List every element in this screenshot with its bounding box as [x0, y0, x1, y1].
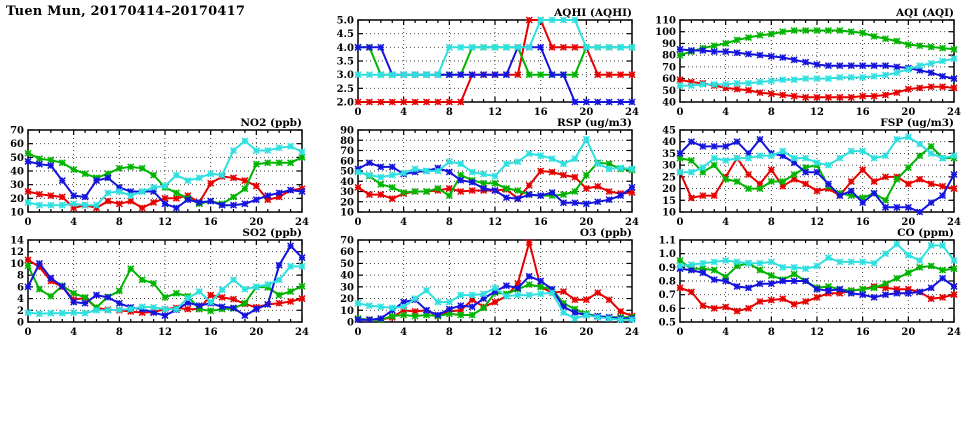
svg-text:80: 80: [662, 50, 676, 62]
svg-text:12: 12: [488, 327, 502, 338]
svg-text:70: 70: [340, 235, 354, 247]
svg-text:16: 16: [203, 217, 218, 228]
svg-text:20: 20: [901, 217, 916, 228]
svg-text:40: 40: [340, 270, 354, 282]
svg-text:4.0: 4.0: [336, 42, 354, 54]
svg-text:40: 40: [340, 176, 354, 188]
svg-text:20: 20: [901, 327, 916, 338]
svg-text:4: 4: [17, 294, 24, 306]
svg-text:10: 10: [340, 207, 354, 219]
svg-text:O3 (ppb): O3 (ppb): [579, 227, 632, 239]
svg-text:90: 90: [340, 125, 354, 137]
svg-text:24: 24: [947, 107, 961, 118]
chart-fsp: [652, 116, 975, 231]
chart-o3: [330, 226, 660, 341]
svg-text:4: 4: [722, 217, 730, 228]
page-title: Tuen Mun, 20170414–20170417: [6, 4, 246, 19]
svg-text:24: 24: [947, 327, 961, 338]
svg-text:24: 24: [625, 107, 639, 118]
svg-text:16: 16: [855, 217, 870, 228]
svg-text:8: 8: [445, 107, 453, 118]
svg-text:16: 16: [203, 327, 218, 338]
svg-text:RSP (ug/m3): RSP (ug/m3): [556, 117, 632, 129]
svg-text:60: 60: [340, 247, 354, 259]
svg-text:3.5: 3.5: [336, 56, 354, 68]
svg-text:15: 15: [662, 195, 676, 207]
svg-text:12: 12: [810, 217, 824, 228]
svg-text:35: 35: [662, 148, 676, 160]
svg-text:4: 4: [400, 217, 408, 228]
svg-text:8: 8: [445, 217, 453, 228]
svg-text:20: 20: [662, 184, 676, 196]
svg-text:20: 20: [249, 217, 264, 228]
svg-text:0.8: 0.8: [658, 276, 676, 288]
svg-text:16: 16: [855, 107, 870, 118]
svg-text:10: 10: [10, 258, 24, 270]
svg-text:0: 0: [347, 317, 354, 329]
svg-text:10: 10: [662, 207, 676, 219]
svg-text:8: 8: [115, 217, 123, 228]
svg-text:60: 60: [340, 156, 354, 168]
svg-text:0.5: 0.5: [658, 317, 676, 329]
svg-text:0.9: 0.9: [658, 262, 676, 274]
chart-canvas: [652, 226, 975, 341]
svg-text:24: 24: [295, 327, 309, 338]
svg-text:AQHI (AQHI): AQHI (AQHI): [554, 7, 632, 19]
svg-text:50: 50: [662, 85, 676, 97]
svg-text:4: 4: [400, 107, 408, 118]
svg-text:16: 16: [533, 107, 548, 118]
svg-text:2: 2: [17, 305, 24, 317]
svg-text:0.7: 0.7: [658, 290, 676, 302]
svg-text:25: 25: [662, 172, 676, 184]
svg-text:20: 20: [579, 327, 594, 338]
svg-text:24: 24: [625, 217, 639, 228]
svg-text:16: 16: [855, 327, 870, 338]
svg-text:1.0: 1.0: [658, 249, 676, 261]
svg-text:70: 70: [662, 62, 676, 74]
svg-text:40: 40: [662, 137, 676, 149]
svg-text:NO2 (ppb): NO2 (ppb): [240, 117, 302, 129]
svg-text:8: 8: [445, 327, 453, 338]
svg-text:20: 20: [10, 193, 24, 205]
svg-text:5.0: 5.0: [336, 15, 354, 27]
chart-aqi: [652, 6, 975, 121]
svg-text:24: 24: [295, 217, 309, 228]
chart-rsp: [330, 116, 660, 231]
svg-text:70: 70: [340, 146, 354, 157]
svg-text:4.5: 4.5: [336, 29, 354, 41]
svg-text:16: 16: [533, 217, 548, 228]
chart-aqhi: [330, 6, 660, 121]
svg-text:20: 20: [249, 327, 264, 338]
chart-no2: [0, 116, 330, 231]
svg-text:0: 0: [354, 327, 362, 338]
svg-text:3.0: 3.0: [336, 70, 354, 82]
svg-text:0.6: 0.6: [658, 303, 676, 315]
svg-text:12: 12: [488, 217, 502, 228]
chart-canvas: [330, 116, 660, 231]
svg-text:110: 110: [655, 15, 676, 27]
svg-text:30: 30: [662, 160, 676, 172]
svg-text:6: 6: [17, 282, 24, 294]
svg-text:8: 8: [17, 270, 24, 282]
svg-text:10: 10: [340, 305, 354, 317]
svg-text:20: 20: [901, 107, 916, 118]
svg-text:60: 60: [10, 139, 24, 151]
svg-text:20: 20: [579, 217, 594, 228]
svg-text:12: 12: [10, 247, 24, 259]
svg-text:16: 16: [533, 327, 548, 338]
chart-canvas: [330, 226, 660, 341]
svg-text:40: 40: [662, 97, 676, 109]
svg-text:30: 30: [10, 180, 24, 192]
chart-canvas: [330, 6, 660, 121]
svg-text:4: 4: [722, 107, 730, 118]
svg-text:2.0: 2.0: [336, 97, 354, 109]
svg-text:20: 20: [340, 294, 354, 306]
svg-text:20: 20: [579, 107, 594, 118]
svg-text:24: 24: [947, 217, 961, 228]
svg-text:30: 30: [340, 187, 354, 198]
svg-text:0: 0: [676, 327, 684, 338]
chart-co: [652, 226, 975, 341]
svg-text:4: 4: [70, 327, 78, 338]
svg-text:0: 0: [17, 317, 24, 329]
svg-text:30: 30: [340, 282, 354, 294]
svg-text:50: 50: [340, 166, 354, 178]
svg-text:0: 0: [24, 217, 32, 228]
svg-text:50: 50: [340, 258, 354, 270]
svg-text:90: 90: [662, 38, 676, 50]
svg-text:45: 45: [662, 125, 676, 137]
svg-text:40: 40: [10, 166, 24, 178]
svg-text:20: 20: [340, 197, 354, 209]
svg-text:80: 80: [340, 135, 354, 147]
chart-so2: [0, 226, 330, 341]
svg-text:1.1: 1.1: [658, 235, 676, 247]
svg-text:8: 8: [767, 107, 775, 118]
svg-text:CO (ppm): CO (ppm): [897, 227, 954, 239]
chart-canvas: [652, 116, 975, 231]
svg-text:60: 60: [662, 74, 676, 86]
svg-text:8: 8: [767, 217, 775, 228]
svg-text:SO2 (ppb): SO2 (ppb): [242, 227, 302, 239]
svg-text:0: 0: [354, 107, 362, 118]
chart-canvas: [0, 226, 330, 341]
svg-text:8: 8: [767, 327, 775, 338]
svg-text:70: 70: [10, 125, 24, 137]
chart-canvas: [652, 6, 975, 121]
svg-text:12: 12: [158, 327, 172, 338]
svg-text:2.5: 2.5: [336, 83, 354, 95]
chart-canvas: [0, 116, 330, 231]
svg-text:AQI (AQI): AQI (AQI): [895, 7, 954, 19]
svg-text:0: 0: [676, 217, 684, 228]
svg-text:12: 12: [158, 217, 172, 228]
svg-text:12: 12: [488, 107, 502, 118]
svg-text:24: 24: [625, 327, 639, 338]
svg-text:4: 4: [722, 327, 730, 338]
svg-text:12: 12: [810, 327, 824, 338]
svg-text:12: 12: [810, 107, 824, 118]
svg-text:50: 50: [10, 152, 24, 164]
svg-text:0: 0: [354, 217, 362, 228]
svg-text:10: 10: [10, 207, 24, 219]
svg-text:4: 4: [400, 327, 408, 338]
svg-text:FSP (ug/m3): FSP (ug/m3): [880, 117, 954, 129]
svg-text:14: 14: [10, 235, 24, 247]
svg-text:0: 0: [24, 327, 32, 338]
svg-text:100: 100: [655, 27, 676, 39]
svg-text:0: 0: [676, 107, 684, 118]
svg-text:8: 8: [115, 327, 123, 338]
svg-text:4: 4: [70, 217, 78, 228]
